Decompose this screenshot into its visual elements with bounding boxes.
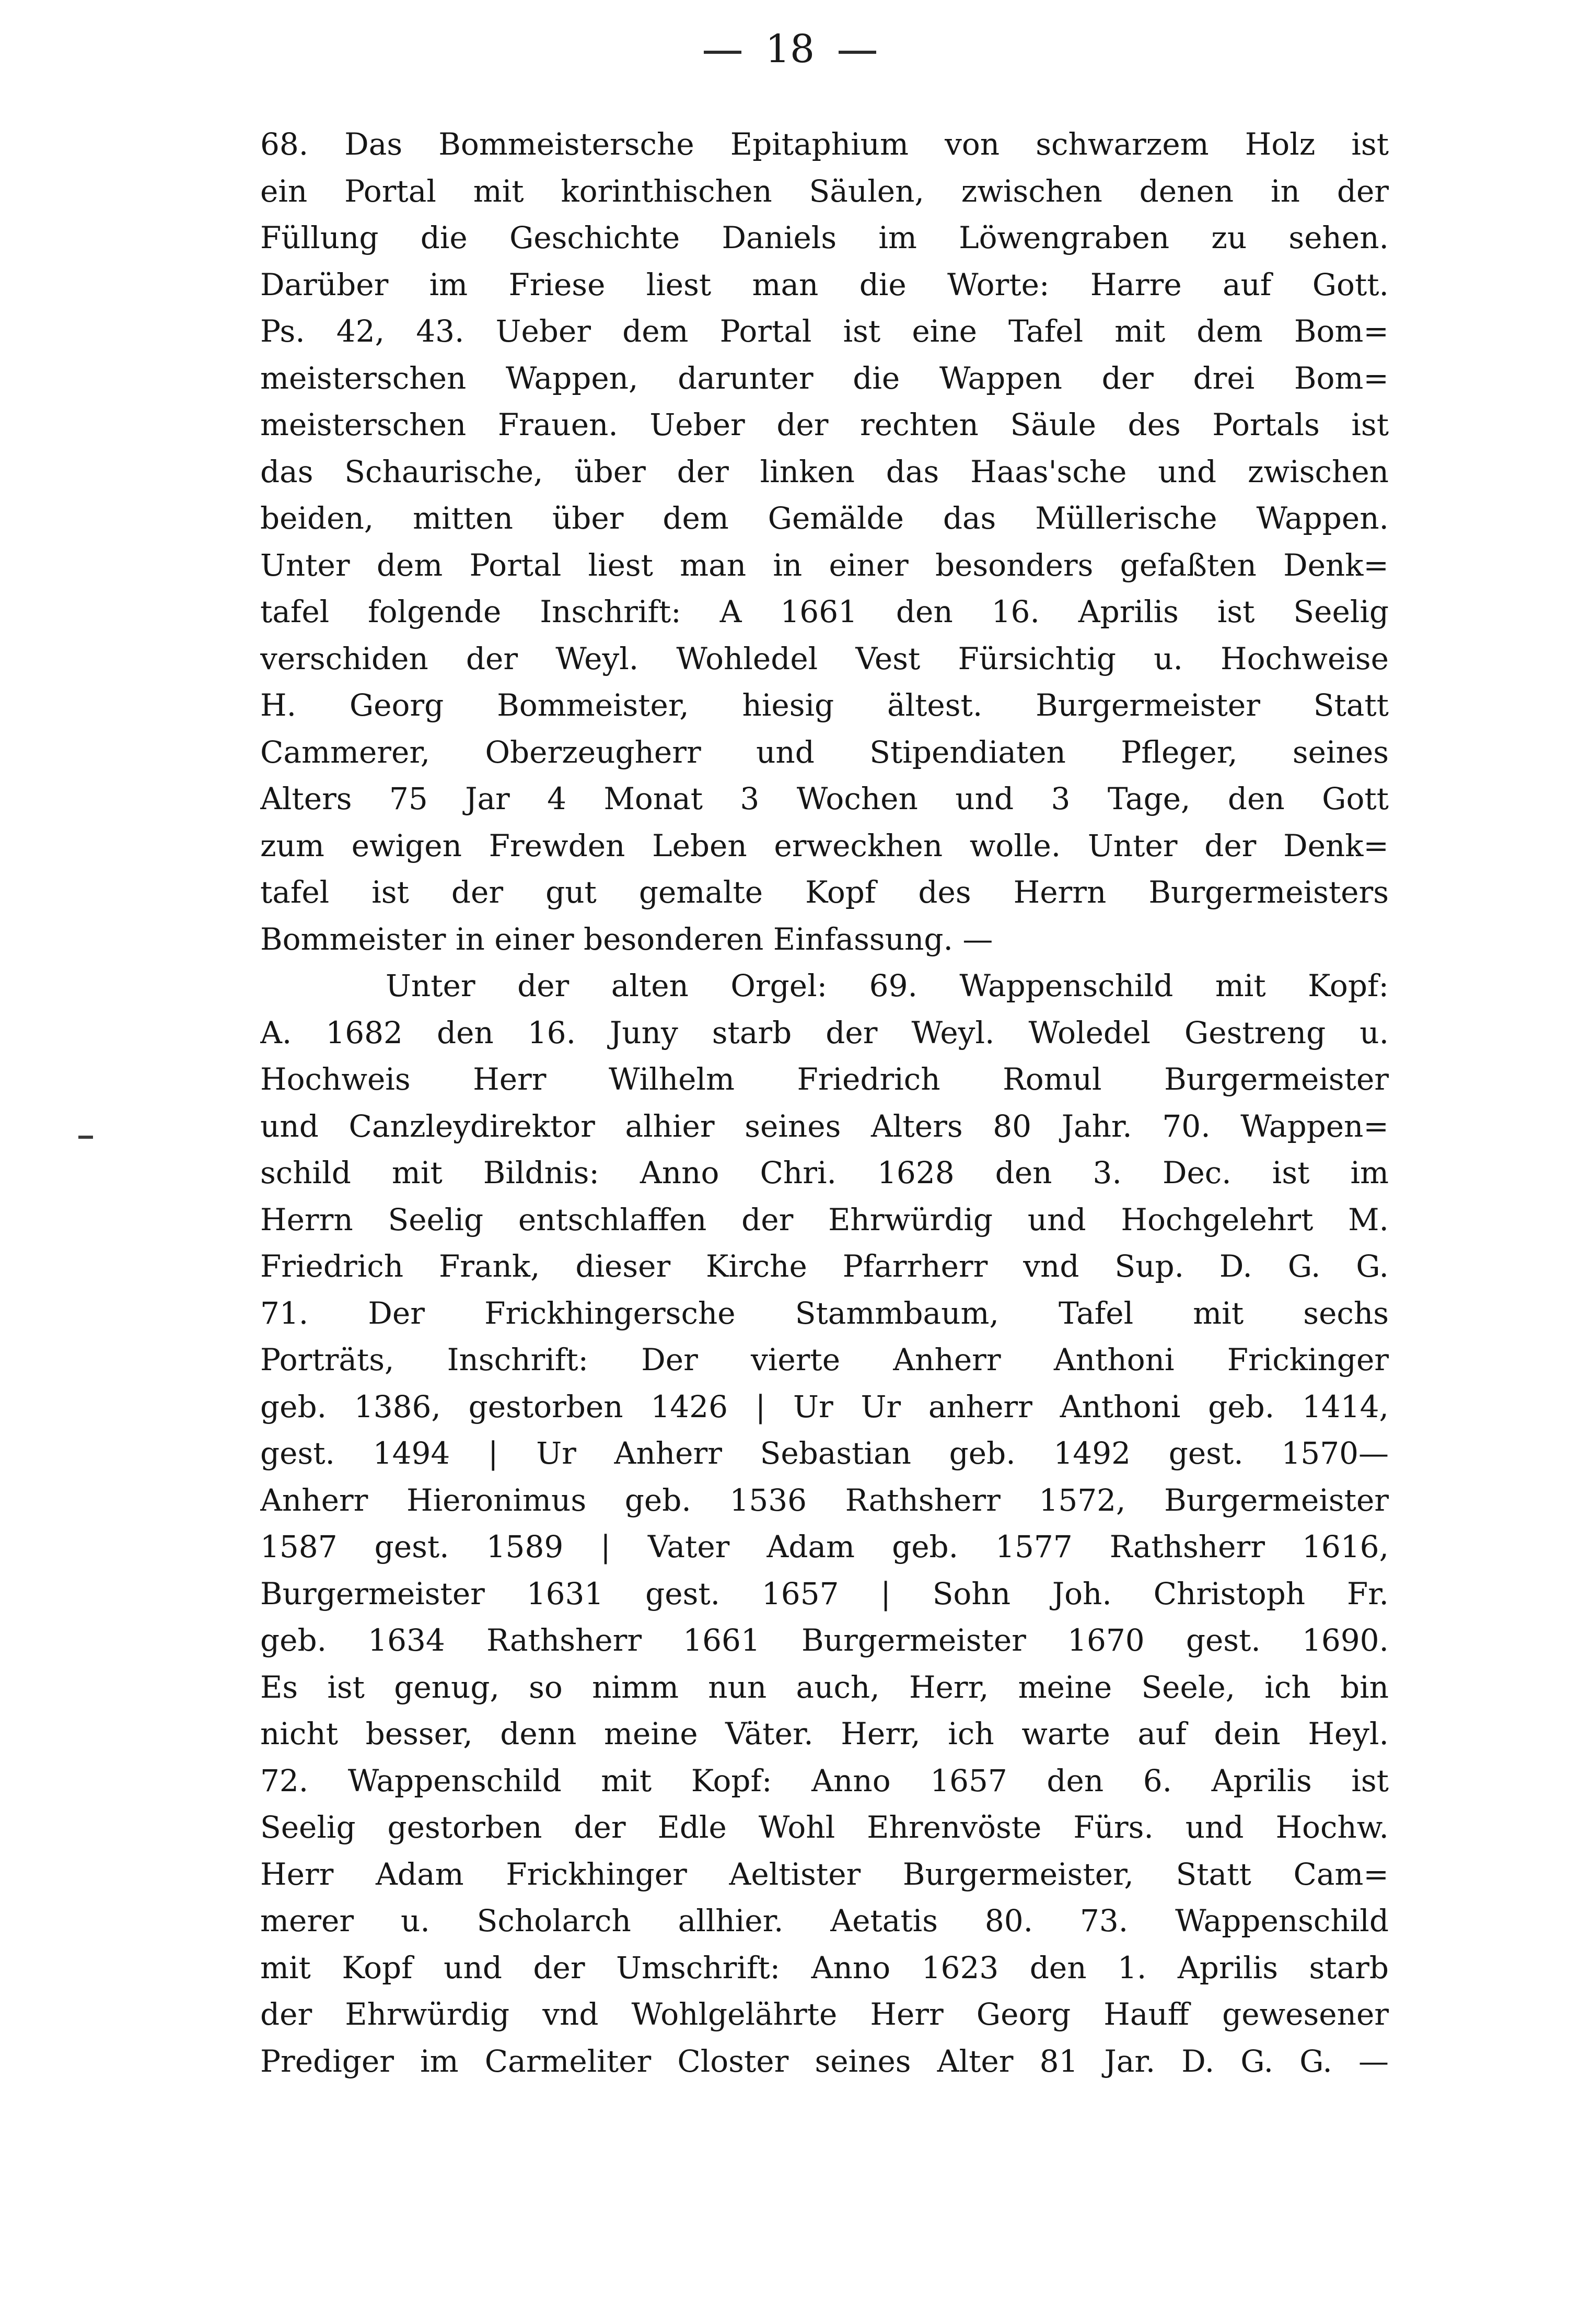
text-line: 1587 gest. 1589 | Vater Adam geb. 1577 Rathsherr 1616, <box>260 1529 1389 1564</box>
margin-mark <box>78 1136 93 1139</box>
text-line: tafel folgende Inschrift: A 1661 den 16. Aprilis ist Seelig <box>260 594 1389 629</box>
text-line: Bommeister in einer besonderen Einfassung. — <box>260 921 993 957</box>
text-line: Unter der alten Orgel: 69. Wappenschild mit Kopf: <box>386 968 1389 1003</box>
text-line: schild mit Bildnis: Anno Chri. 1628 den 3. Dec. ist im <box>260 1155 1389 1190</box>
text-line: H. Georg Bommeister, hiesig ältest. Burgermeister Statt <box>260 687 1389 723</box>
text-line: Es ist genug, so nimm nun auch, Herr, meine Seele, ich bin <box>260 1669 1389 1705</box>
text-line: Herrn Seelig entschlaffen der Ehrwürdig und Hochgelehrt M. <box>260 1201 1389 1237</box>
text-line: verschiden der Weyl. Wohledel Vest Fürsichtig u. Hochweise <box>260 640 1389 676</box>
text-line: 72. Wappenschild mit Kopf: Anno 1657 den 6. Aprilis ist <box>260 1762 1389 1799</box>
text-line: geb. 1386, gestorben 1426 | Ur Ur anherr Anthoni geb. 1414, <box>260 1388 1389 1424</box>
text-line: ein Portal mit korinthischen Säulen, zwischen denen in der <box>260 173 1389 209</box>
text-line: meisterschen Frauen. Ueber der rechten Säule des Portals ist <box>260 407 1389 442</box>
text-line: das Schaurische, über der linken das Haas'sche und zwischen <box>260 453 1389 489</box>
text-line: Cammerer, Oberzeugherr und Stipendiaten Pfleger, seines <box>260 734 1389 770</box>
text-line: gest. 1494 | Ur Anherr Sebastian geb. 1492 gest. 1570— <box>260 1435 1389 1471</box>
text-line: Friedrich Frank, dieser Kirche Pfarrherr vnd Sup. D. G. G. <box>260 1248 1389 1284</box>
text-line: Unter dem Portal liest man in einer besonders gefaßten Denk= <box>260 547 1389 583</box>
text-line: 68. Das Bommeistersche Epitaphium von schwarzem Holz ist <box>260 126 1389 162</box>
text-line: zum ewigen Frewden Leben erweckhen wolle. Unter der Denk= <box>260 827 1389 863</box>
text-line: Anherr Hieronimus geb. 1536 Rathsherr 1572, Burgermeister <box>260 1482 1389 1518</box>
text-line: nicht besser, denn meine Väter. Herr, ich warte auf dein Heyl. <box>260 1716 1389 1751</box>
text-line: Herr Adam Frickhinger Aeltister Burgermeister, Statt Cam= <box>260 1856 1389 1892</box>
text-line: geb. 1634 Rathsherr 1661 Burgermeister 1670 gest. 1690. <box>260 1622 1389 1658</box>
text-line: merer u. Scholarch allhier. Aetatis 80. 73. Wappenschild <box>260 1903 1389 1938</box>
text-line: Burgermeister 1631 gest. 1657 | Sohn Joh. Christoph Fr. <box>260 1575 1389 1611</box>
text-line: Prediger im Carmeliter Closter seines Alter 81 Jar. D. G. G. — <box>260 2043 1389 2079</box>
text-line: Darüber im Friese liest man die Worte: Harre auf Gott. <box>260 266 1389 302</box>
text-line: und Canzleydirektor alhier seines Alters 80 Jahr. 70. Wappen= <box>260 1108 1389 1144</box>
text-line: beiden, mitten über dem Gemälde das Müllerische Wappen. <box>260 500 1389 536</box>
text-body <box>260 121 1389 2085</box>
text-line: 71. Der Frickhingersche Stammbaum, Tafel mit sechs <box>260 1295 1389 1331</box>
text-line: Ps. 42, 43. Ueber dem Portal ist eine Tafel mit dem Bom= <box>260 313 1389 349</box>
page-header <box>0 23 1580 75</box>
page-number: 18 <box>765 27 815 72</box>
text-line: Alters 75 Jar 4 Monat 3 Wochen und 3 Tage, den Gott <box>260 781 1389 816</box>
text-line: mit Kopf und der Umschrift: Anno 1623 den 1. Aprilis starb <box>260 1949 1389 1986</box>
text-line: A. 1682 den 16. Juny starb der Weyl. Woledel Gestreng u. <box>260 1014 1389 1050</box>
text-line: tafel ist der gut gemalte Kopf des Herrn Burgermeisters <box>260 874 1389 910</box>
text-line: Porträts, Inschrift: Der vierte Anherr Anthoni Frickinger <box>260 1342 1389 1377</box>
text-line: meisterschen Wappen, darunter die Wappen der drei Bom= <box>260 360 1389 396</box>
text-line: Füllung die Geschichte Daniels im Löwengraben zu sehen. <box>260 220 1389 255</box>
text-line: der Ehrwürdig vnd Wohlgelährte Herr Georg Hauff gewesener <box>260 1996 1389 2032</box>
header-dash-right <box>839 51 876 54</box>
text-line: Hochweis Herr Wilhelm Friedrich Romul Burgermeister <box>260 1061 1389 1097</box>
text-line: Seelig gestorben der Edle Wohl Ehrenvöste Fürs. und Hochw. <box>260 1809 1389 1845</box>
header-dash-left <box>704 51 741 54</box>
